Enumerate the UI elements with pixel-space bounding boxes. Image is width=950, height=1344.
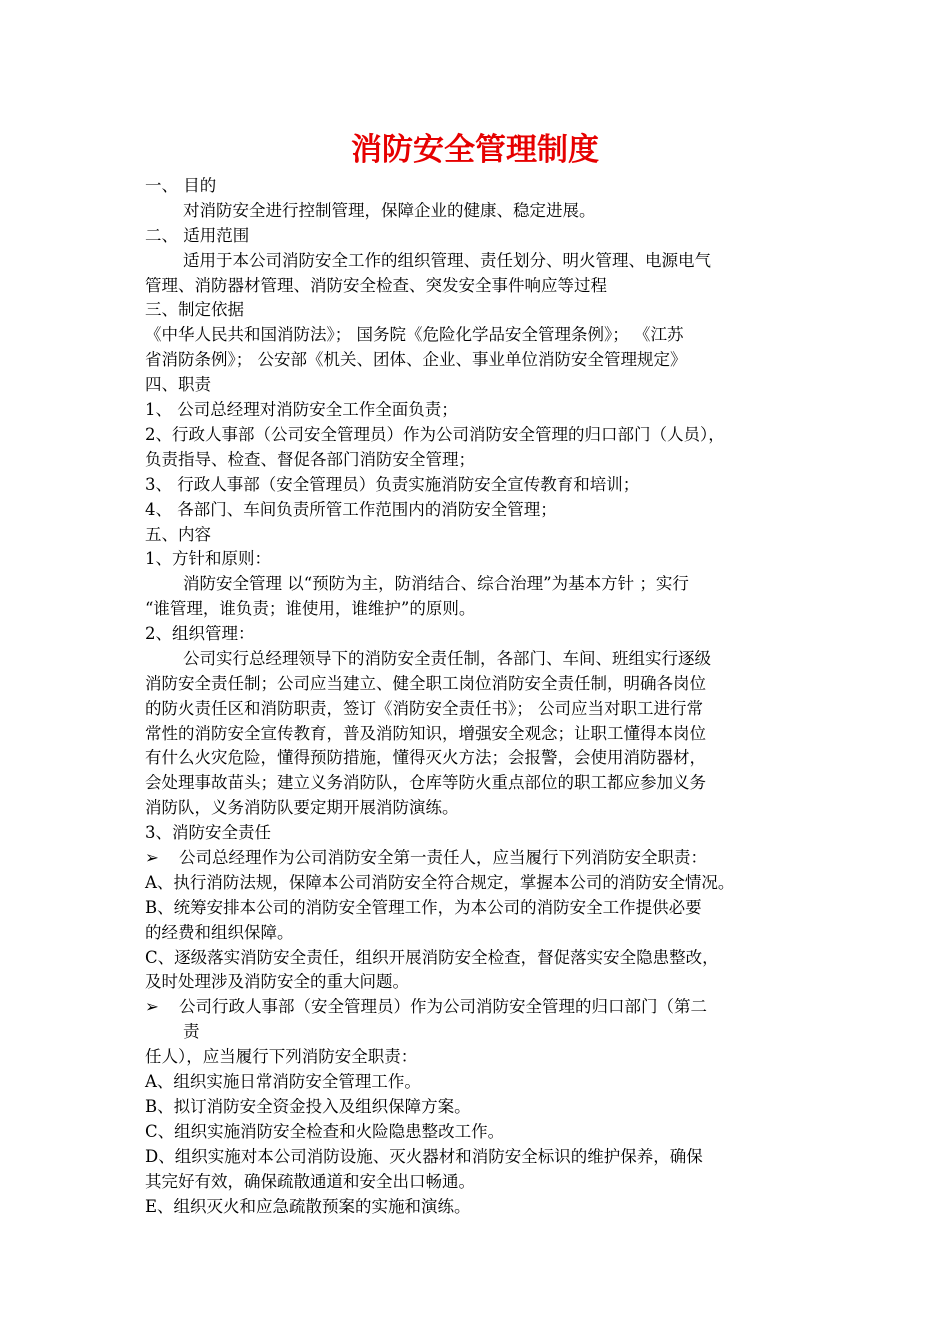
body-line: 管理、消防器材管理、消防安全检查、突发安全事件响应等过程 (145, 276, 607, 295)
body-line: 消防安全责任制；公司应当建立、健全职工岗位消防安全责任制，明确各岗位 (145, 674, 706, 693)
section-heading-1: 一、 目的 (145, 176, 217, 195)
subheading: 2、组织管理： (145, 624, 255, 643)
list-item: 1、 公司总经理对消防安全工作全面负责； (145, 400, 458, 419)
body-line: 省消防条例》； 公安部《机关、团体、企业、事业单位消防安全管理规定》 (145, 350, 687, 369)
body-line: 对消防安全进行控制管理，保障企业的健康、稳定进展。 (183, 201, 596, 220)
body-line: 负责指导、检查、督促各部门消防安全管理； (145, 450, 475, 469)
body-line: 常性的消防安全宣传教育，普及消防知识，增强安全观念；让职工懂得本岗位 (145, 724, 706, 743)
list-item: A、执行消防法规，保障本公司消防安全符合规定，掌握本公司的消防安全情况。 (145, 873, 735, 892)
list-item: C、逐级落实消防安全责任，组织开展消防安全检查，督促落实安全隐患整改， (145, 948, 719, 967)
subheading: 3、消防安全责任 (145, 823, 271, 842)
section-heading-5: 五、内容 (145, 525, 211, 544)
list-item: D、组织实施对本公司消防设施、灭火器材和消防安全标识的维护保养，确保 (145, 1147, 703, 1166)
list-item: B、拟订消防安全资金投入及组织保障方案。 (145, 1097, 471, 1116)
arrowhead-bullet-icon: ➢ (145, 848, 159, 867)
bullet-item (145, 846, 707, 870)
body-line: 有什么火灾危险，懂得预防措施，懂得灭火方法；会报警，会使用消防器材， (145, 748, 706, 767)
body-line: 及时处理涉及消防安全的重大问题。 (145, 972, 409, 991)
body-line: 消防安全管理 以“预防为主，防消结合、综合治理”为基本方针 ；实行 (183, 574, 689, 593)
body-line: 的防火责任区和消防职责，签订《消防安全责任书》； 公司应当对职工进行常 (145, 699, 703, 718)
list-item: C、组织实施消防安全检查和火险隐患整改工作。 (145, 1122, 505, 1141)
list-item: 4、 各部门、车间负责所管工作范围内的消防安全管理； (145, 500, 557, 519)
body-line: 的经费和组织保障。 (145, 923, 294, 942)
body-line: 会处理事故苗头；建立义务消防队，仓库等防火重点部位的职工都应参加义务 (145, 773, 706, 792)
bullet-text: 公司行政人事部（安全管理员）作为公司消防安全管理的归口部门（第二 (179, 997, 707, 1016)
body-line: 适用于本公司消防安全工作的组织管理、责任划分、明火管理、电源电气 (183, 251, 711, 270)
list-item: A、组织实施日常消防安全管理工作。 (145, 1072, 421, 1091)
list-item: 3、 行政人事部（安全管理员）负责实施消防安全宣传教育和培训； (145, 475, 640, 494)
page-title: 消防安全管理制度 (351, 132, 599, 168)
body-line: 其完好有效，确保疏散通道和安全出口畅通。 (145, 1172, 475, 1191)
body-line: 公司实行总经理领导下的消防安全责任制，各部门、车间、班组实行逐级 (183, 649, 711, 668)
bullet-item (145, 995, 707, 1019)
list-item: E、组织灭火和应急疏散预案的实施和演练。 (145, 1197, 471, 1216)
body-line: “谁管理，谁负责；谁使用，谁维护”的原则。 (145, 599, 476, 618)
list-item: 2、行政人事部（公司安全管理员）作为公司消防安全管理的归口部门（人员）， (145, 425, 725, 444)
body-line: 《中华人民共和国消防法》； 国务院《危险化学品安全管理条例》； 《江苏 (145, 325, 684, 344)
body-line: 消防队，义务消防队要定期开展消防演练。 (145, 798, 459, 817)
subheading: 1、方针和原则： (145, 549, 271, 568)
section-heading-3: 三、制定依据 (145, 300, 244, 319)
body-line: 任人），应当履行下列消防安全职责： (145, 1047, 418, 1066)
section-heading-4: 四、职责 (145, 375, 211, 394)
section-heading-2: 二、 适用范围 (145, 226, 250, 245)
bullet-text: 公司总经理作为公司消防安全第一责任人，应当履行下列消防安全职责： (179, 848, 707, 867)
arrowhead-bullet-icon: ➢ (145, 997, 159, 1016)
list-item: B、统筹安排本公司的消防安全管理工作，为本公司的消防安全工作提供必要 (145, 898, 702, 917)
body-line: 责 (183, 1022, 200, 1041)
